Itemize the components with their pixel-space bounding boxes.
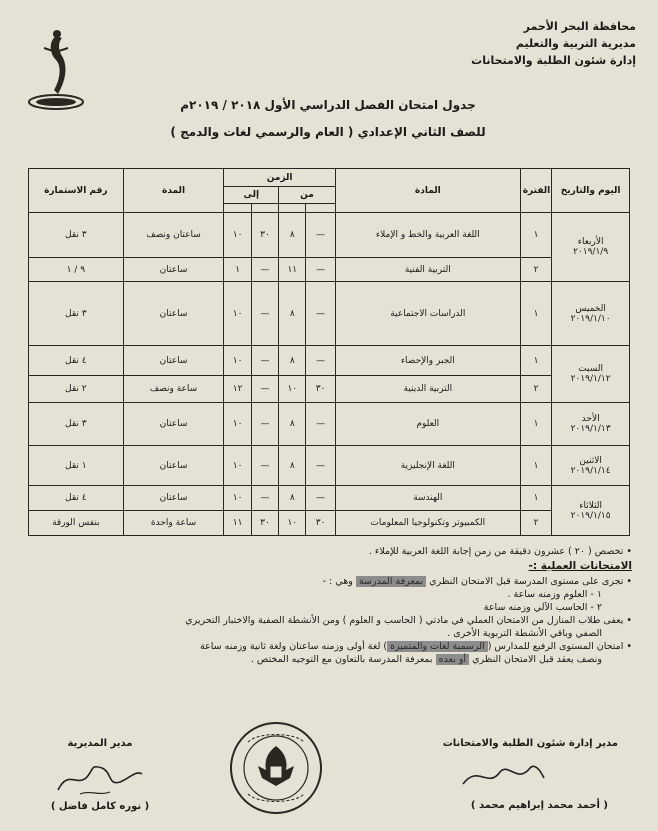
- department-line: إدارة شئون الطلبة والامتحانات: [471, 54, 636, 67]
- header-from: من: [279, 187, 336, 204]
- home-students-note: • يعفى طلاب المنازل من الامتحان العملي في مادتي ( الحاسب و العلوم ) ومن الأنشطة الصفية والاختبار التحريري: [185, 615, 632, 626]
- dictation-note: • تخصص ( ٢٠ ) عشرون دقيقة من زمن إجابة اللغة العربية للإملاء .: [368, 546, 632, 557]
- header-duration: المدة: [123, 169, 224, 213]
- to-minute-cell: —: [251, 282, 278, 346]
- duration-cell: ساعتان: [123, 282, 224, 346]
- to-minute-cell: —: [251, 486, 278, 511]
- duration-cell: ساعة واحدة: [123, 511, 224, 536]
- period-cell: ١: [520, 403, 552, 446]
- header-day-date: اليوم والتاريخ: [552, 169, 630, 213]
- schedule-title: جدول امتحان الفصل الدراسي الأول ٢٠١٨ / ٢٠١٩م: [180, 98, 476, 112]
- form-no-cell: ٣ نقل: [29, 282, 124, 346]
- table-row: [29, 258, 630, 282]
- directorate-head-title: مدير المديرية: [67, 738, 133, 749]
- subject-cell: الهندسة: [335, 486, 520, 511]
- form-no-cell: ٤ نقل: [29, 486, 124, 511]
- to-hour-cell: ١٠: [224, 403, 251, 446]
- period-cell: ١: [520, 346, 552, 376]
- day-date-cell: الأربعاء ٢٠١٩/١/٩: [552, 213, 630, 282]
- directorate-head-name: ( نوره كامل فاضل ): [50, 801, 150, 812]
- day-date-cell: الأحد ٢٠١٩/١/١٣: [552, 403, 630, 446]
- subject-cell: التربية الدينية: [335, 376, 520, 403]
- official-seal-icon: [228, 720, 324, 816]
- period-cell: ٢: [520, 376, 552, 403]
- to-minute-cell: —: [251, 346, 278, 376]
- highlighted-text: بمعرفة المدرسة: [356, 576, 426, 587]
- table-row: [29, 486, 630, 511]
- header-form-no: رقم الاستمارة: [29, 169, 124, 213]
- day-date-cell: الثلاثاء ٢٠١٩/١/١٥: [552, 486, 630, 536]
- department-head-name: ( أحمد محمد إبراهيم محمد ): [470, 800, 608, 811]
- department-head-title: مدير إدارة شئون الطلبة والامتحانات: [442, 738, 618, 749]
- from-minute-cell: —: [306, 346, 335, 376]
- to-hour-cell: ١: [224, 258, 251, 282]
- from-minute-cell: —: [306, 213, 335, 258]
- form-no-cell: ٤ نقل: [29, 346, 124, 376]
- form-no-cell: بنفس الورقة: [29, 511, 124, 536]
- from-minute-cell: —: [306, 486, 335, 511]
- duration-cell: ساعتان: [123, 258, 224, 282]
- to-minute-cell: ٣٠: [251, 511, 278, 536]
- high-level-exam-note: • امتحان المستوى الرفيع للمدارس (الرسمية لغات والمتميزة) لغة أولى وزمنه ساعتان ولغة ثانية وزمنه ساعة: [199, 641, 632, 652]
- to-hour-cell: ١٠: [224, 346, 251, 376]
- from-minute-cell: ٣٠: [306, 376, 335, 403]
- table-row: [29, 213, 630, 258]
- period-cell: ١: [520, 213, 552, 258]
- practical-note-1: • تجرى على مستوى المدرسة قبل الامتحان النظري بمعرفة المدرسة وهي : -: [322, 576, 632, 587]
- from-minute-cell: —: [306, 446, 335, 486]
- period-cell: ١: [520, 486, 552, 511]
- from-minute-cell: ٣٠: [306, 511, 335, 536]
- subject-cell: الجبر والإحصاء: [335, 346, 520, 376]
- subject-cell: التربية الفنية: [335, 258, 520, 282]
- day-date-cell: السبت ٢٠١٩/١/١٢: [552, 346, 630, 403]
- duration-cell: ساعتان: [123, 446, 224, 486]
- form-no-cell: ٩ / ١: [29, 258, 124, 282]
- period-cell: ٢: [520, 511, 552, 536]
- day-date-cell: الاثنين ٢٠١٩/١/١٤: [552, 446, 630, 486]
- practical-science-line: ١ - العلوم وزمنه ساعة .: [507, 589, 602, 600]
- subject-cell: اللغة العربية والخط و الإملاء: [335, 213, 520, 258]
- handwritten-signature-icon: [50, 756, 150, 800]
- duration-cell: ساعتان: [123, 346, 224, 376]
- form-no-cell: ٣ نقل: [29, 213, 124, 258]
- directorate-head-signature: [30, 738, 170, 812]
- to-hour-cell: ١١: [224, 511, 251, 536]
- form-no-cell: ٢ نقل: [29, 376, 124, 403]
- authority-header: [336, 18, 636, 69]
- from-hour-cell: ٨: [279, 486, 306, 511]
- home-students-note-cont: الصفي وباقي الأنشطة التربوية الأخرى .: [447, 628, 602, 639]
- to-minute-cell: —: [251, 403, 278, 446]
- form-no-cell: ٣ نقل: [29, 403, 124, 446]
- from-hour-cell: ١٠: [279, 376, 306, 403]
- directorate-line: مديرية التربية والتعليم: [515, 37, 636, 50]
- notes-section: [26, 545, 632, 666]
- duration-cell: ساعتان: [123, 486, 224, 511]
- grade-subtitle: للصف الثاني الإعدادي ( العام والرسمي لغات والدمج ): [170, 125, 486, 139]
- department-head-signature: [378, 738, 618, 811]
- from-hour-cell: ٨: [279, 346, 306, 376]
- period-cell: ١: [520, 282, 552, 346]
- table-row: [29, 376, 630, 403]
- from-minute-cell: —: [306, 403, 335, 446]
- to-hour-cell: ١٠: [224, 446, 251, 486]
- from-hour-cell: ٨: [279, 403, 306, 446]
- from-minute-cell: —: [306, 258, 335, 282]
- duration-cell: ساعتان: [123, 403, 224, 446]
- table-row: [29, 403, 630, 446]
- header-time: الزمن: [224, 169, 335, 187]
- to-minute-cell: ٣٠: [251, 213, 278, 258]
- to-hour-cell: ١٠: [224, 282, 251, 346]
- from-hour-cell: ١١: [279, 258, 306, 282]
- from-hour-cell: ١٠: [279, 511, 306, 536]
- handwritten-signature-icon: [458, 754, 548, 794]
- from-hour-cell: ٨: [279, 282, 306, 346]
- table-header-row: [29, 169, 630, 187]
- to-minute-cell: —: [251, 446, 278, 486]
- practical-exams-title: الامتحانات العملية :-: [528, 560, 632, 572]
- to-hour-cell: ١٢: [224, 376, 251, 403]
- to-hour-cell: ١٠: [224, 486, 251, 511]
- subject-cell: العلوم: [335, 403, 520, 446]
- subject-cell: الكمبيوتر وتكنولوجيا المعلومات: [335, 511, 520, 536]
- to-hour-cell: ١٠: [224, 213, 251, 258]
- highlighted-text: الرسمية لغات والمتميزة: [387, 641, 488, 652]
- practical-computer-line: ٢ - الحاسب الآلي وزمنه ساعة: [483, 602, 602, 613]
- header-subject: المادة: [335, 169, 520, 213]
- directorate-logo-icon: [26, 28, 86, 112]
- governorate-line: محافظة البحر الأحمر: [523, 20, 636, 33]
- day-date-cell: الخميس ٢٠١٩/١/١٠: [552, 282, 630, 346]
- header-to: إلى: [224, 187, 279, 204]
- to-minute-cell: —: [251, 258, 278, 282]
- period-cell: ٢: [520, 258, 552, 282]
- subject-cell: الدراسات الاجتماعية: [335, 282, 520, 346]
- from-hour-cell: ٨: [279, 446, 306, 486]
- table-row: [29, 346, 630, 376]
- table-row: [29, 446, 630, 486]
- period-cell: ١: [520, 446, 552, 486]
- table-row: [29, 282, 630, 346]
- table-row: [29, 511, 630, 536]
- duration-cell: ساعتان ونصف: [123, 213, 224, 258]
- from-minute-cell: —: [306, 282, 335, 346]
- duration-cell: ساعة ونصف: [123, 376, 224, 403]
- form-no-cell: ١ نقل: [29, 446, 124, 486]
- header-period: الفترة: [520, 169, 552, 213]
- subject-cell: اللغة الإنجليزية: [335, 446, 520, 486]
- high-level-exam-note-cont: ونصف يعقد قبل الامتحان النظري أو بعده بمعرفة المدرسة بالتعاون مع التوجيه المختص .: [250, 654, 602, 665]
- from-hour-cell: ٨: [279, 213, 306, 258]
- exam-schedule-table: [28, 168, 630, 536]
- to-minute-cell: —: [251, 376, 278, 403]
- highlighted-text: أو بعده: [436, 654, 469, 665]
